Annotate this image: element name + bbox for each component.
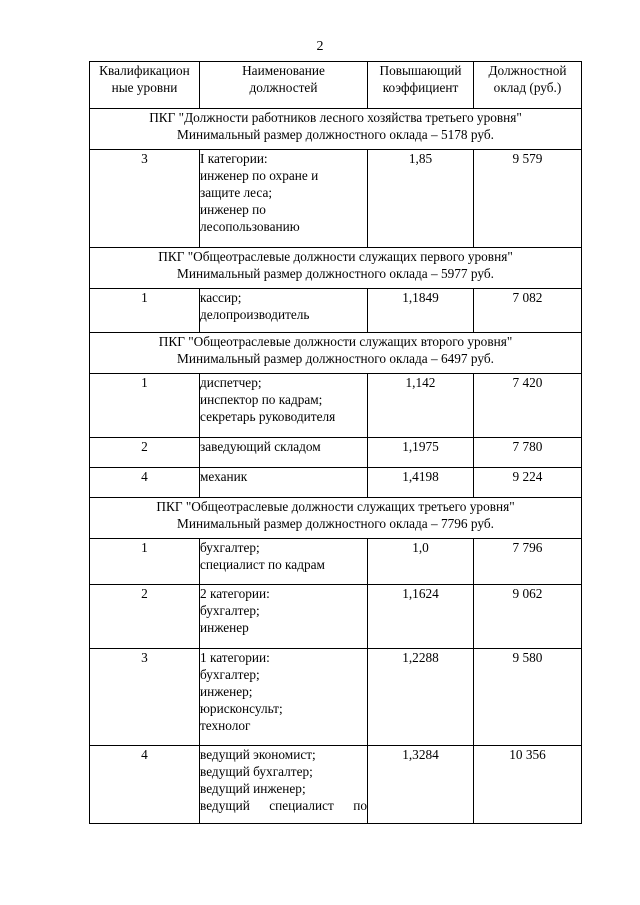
position-line: инженер <box>200 620 249 635</box>
coefficient-cell: 1,85 <box>368 150 474 248</box>
salary-cell: 7 082 <box>474 289 582 333</box>
position-line: ведущий специалист по <box>200 798 367 813</box>
position-line: специалист по кадрам <box>200 557 325 572</box>
coefficient-cell: 1,142 <box>368 374 474 438</box>
qualification-level-cell: 2 <box>90 438 200 468</box>
qualification-level-cell: 1 <box>90 289 200 333</box>
position-line: делопроизводитель <box>200 307 310 322</box>
coefficient-cell: 1,2288 <box>368 649 474 746</box>
position-name-cell <box>200 150 368 248</box>
header-qualification-level: Квалификацион ные уровни <box>90 62 200 109</box>
group-header-row <box>90 333 582 374</box>
position-line: 1 категории: <box>200 650 270 665</box>
coefficient-cell: 1,1849 <box>368 289 474 333</box>
coefficient-cell: 1,1624 <box>368 585 474 649</box>
position-line: лесопользованию <box>200 219 300 234</box>
position-name-cell <box>200 289 368 333</box>
coefficient-cell: 1,1975 <box>368 438 474 468</box>
position-line: секретарь руководителя <box>200 409 336 424</box>
group-title: ПКГ "Общеотраслевые должности служащих второго уровня" <box>158 334 513 349</box>
header-position-name: Наименование должностей <box>200 62 368 109</box>
salary-cell: 9 579 <box>474 150 582 248</box>
table-row <box>90 374 582 438</box>
position-name-cell <box>200 539 368 585</box>
group-title: ПКГ "Должности работников лесного хозяйства третьего уровня" <box>149 110 522 125</box>
position-line: I категории: <box>200 151 268 166</box>
salary-cell: 7 796 <box>474 539 582 585</box>
table-row <box>90 289 582 333</box>
position-line: ведущий экономист; <box>200 747 316 762</box>
salary-table <box>89 61 582 824</box>
position-line: заведующий складом <box>200 439 321 454</box>
salary-cell: 9 580 <box>474 649 582 746</box>
group-min-salary: Минимальный размер должностного оклада – 5178 руб. <box>177 127 494 142</box>
group-header-cell <box>90 248 582 289</box>
position-line: 2 категории: <box>200 586 270 601</box>
table-header-row <box>90 62 582 109</box>
position-name-cell <box>200 468 368 498</box>
position-line: юрисконсульт; <box>200 701 283 716</box>
group-header-row <box>90 248 582 289</box>
group-header-cell <box>90 498 582 539</box>
salary-cell: 10 356 <box>474 746 582 824</box>
group-min-salary: Минимальный размер должностного оклада – 6497 руб. <box>177 351 494 366</box>
position-line: бухгалтер; <box>200 667 260 682</box>
table-row <box>90 438 582 468</box>
position-line: инженер по охране и <box>200 168 319 183</box>
group-min-salary: Минимальный размер должностного оклада – 7796 руб. <box>177 516 494 531</box>
position-line: диспетчер; <box>200 375 262 390</box>
table-body <box>90 109 582 824</box>
position-line: ведущий бухгалтер; <box>200 764 313 779</box>
group-header-row <box>90 498 582 539</box>
qualification-level-cell: 2 <box>90 585 200 649</box>
position-name-cell <box>200 649 368 746</box>
position-line: защите леса; <box>200 185 273 200</box>
page-number: 2 <box>316 39 324 54</box>
table-row <box>90 468 582 498</box>
group-title: ПКГ "Общеотраслевые должности служащих третьего уровня" <box>156 499 515 514</box>
header-coefficient: Повышающий коэффициент <box>368 62 474 109</box>
position-line: кассир; <box>200 290 242 305</box>
coefficient-cell: 1,4198 <box>368 468 474 498</box>
qualification-level-cell: 3 <box>90 649 200 746</box>
salary-cell: 9 062 <box>474 585 582 649</box>
qualification-level-cell: 4 <box>90 468 200 498</box>
group-min-salary: Минимальный размер должностного оклада – 5977 руб. <box>177 266 494 281</box>
position-name-cell <box>200 746 368 824</box>
qualification-level-cell: 4 <box>90 746 200 824</box>
group-header-cell <box>90 109 582 150</box>
salary-cell: 7 780 <box>474 438 582 468</box>
qualification-level-cell: 3 <box>90 150 200 248</box>
table-row <box>90 649 582 746</box>
table-row <box>90 746 582 824</box>
salary-cell: 9 224 <box>474 468 582 498</box>
salary-cell: 7 420 <box>474 374 582 438</box>
position-line: механик <box>200 469 248 484</box>
table-row <box>90 585 582 649</box>
table-row <box>90 539 582 585</box>
coefficient-cell: 1,3284 <box>368 746 474 824</box>
group-title: ПКГ "Общеотраслевые должности служащих первого уровня" <box>158 249 513 264</box>
group-header-row <box>90 109 582 150</box>
position-name-cell <box>200 438 368 468</box>
position-line: бухгалтер; <box>200 603 260 618</box>
qualification-level-cell: 1 <box>90 374 200 438</box>
position-line: инженер по <box>200 202 266 217</box>
position-name-cell <box>200 585 368 649</box>
group-header-cell <box>90 333 582 374</box>
coefficient-cell: 1,0 <box>368 539 474 585</box>
position-line: инженер; <box>200 684 253 699</box>
table-row <box>90 150 582 248</box>
position-line: ведущий инженер; <box>200 781 306 796</box>
header-salary: Должностной оклад (руб.) <box>474 62 582 109</box>
position-line: бухгалтер; <box>200 540 260 555</box>
position-name-cell <box>200 374 368 438</box>
position-line: инспектор по кадрам; <box>200 392 323 407</box>
qualification-level-cell: 1 <box>90 539 200 585</box>
position-line: технолог <box>200 718 251 733</box>
